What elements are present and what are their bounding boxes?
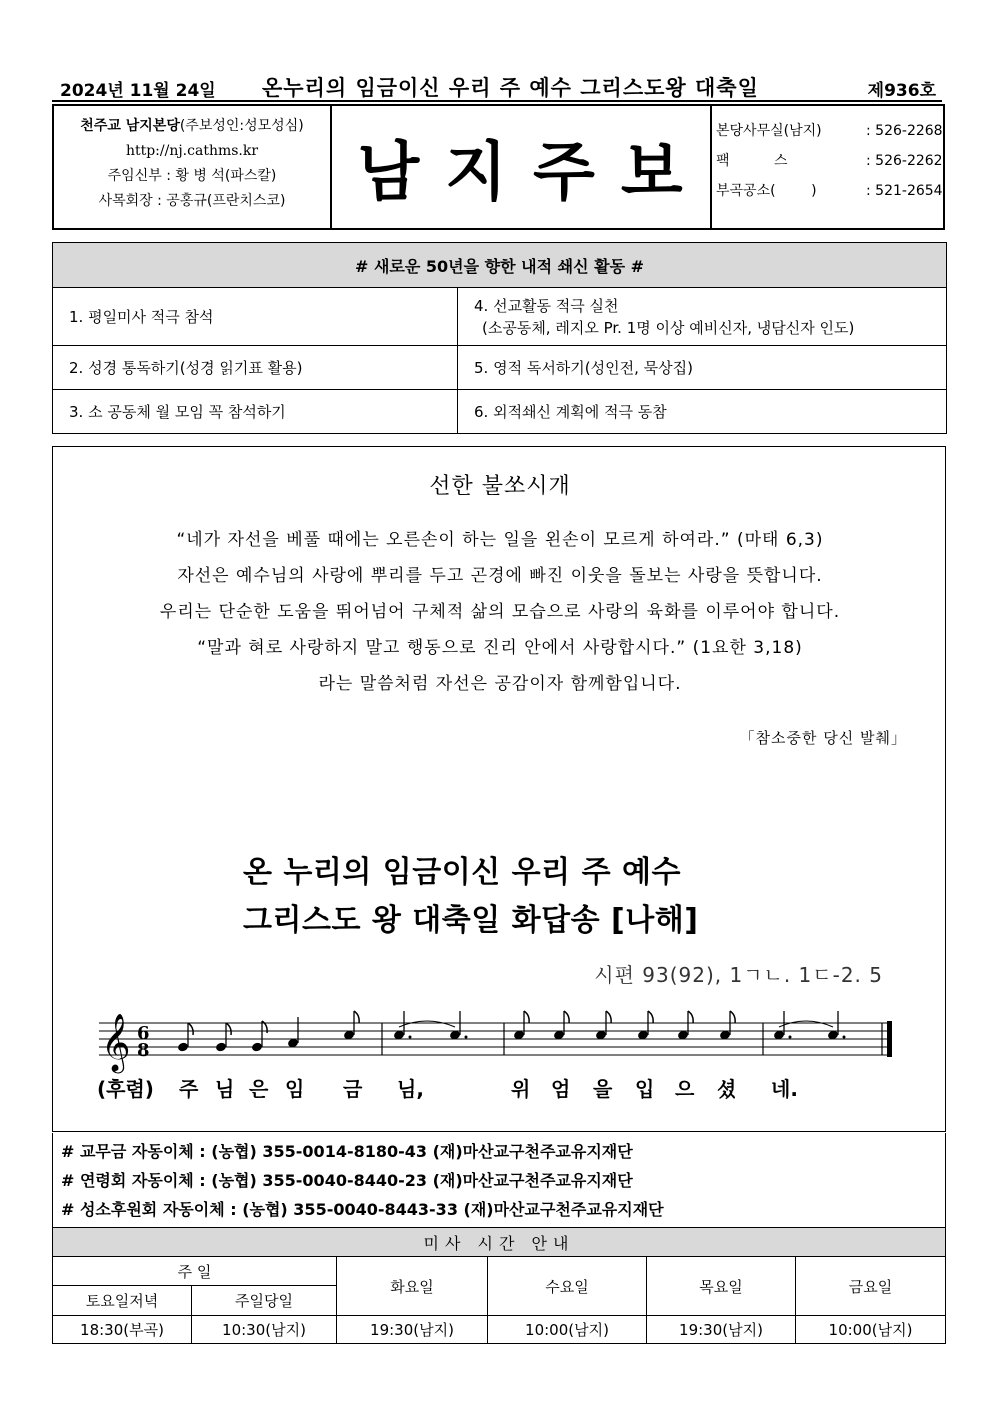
psalm-reference: 시편 93(92), 1ㄱㄴ. 1ㄷ-2. 5 (594, 963, 883, 987)
feast-title: 온누리의 임금이신 우리 주 예수 그리스도왕 대축일 (262, 76, 759, 100)
sunday-day-header: 주일당일 (192, 1286, 337, 1316)
reflection-line: 라는 말씀처럼 자선은 공감이자 함께함입니다. (318, 674, 682, 694)
lyric-syllable: 님, (397, 1077, 424, 1101)
parish-info (54, 106, 332, 228)
issue-number: 제936호 (867, 81, 936, 101)
contact-list (716, 116, 944, 206)
bulletin-name: 남지주보 (357, 136, 709, 210)
mass-time: 19:30(남지) (337, 1316, 488, 1344)
reflection-line: “네가 자선을 베풀 때에는 오른손이 하는 일을 왼손이 모르게 하여라.” (마태 6,3) (176, 530, 824, 550)
pastor-name: 주임신부 : 황 병 석(파스칼) (107, 168, 277, 184)
renewal-item: 4. 선교활동 적극 실천 (소공동체, 레지오 Pr. 1명 이상 예비신자, 냉담신자 인도) (458, 288, 947, 346)
mass-time: 18:30(부곡) (53, 1316, 192, 1344)
lyric-syllable: 입 (635, 1077, 655, 1101)
council-president: 사목회장 : 공홍규(프란치스코) (98, 193, 286, 209)
renewal-item: 3. 소 공동체 월 모임 꼭 참석하기 (53, 390, 458, 434)
day-header: 금요일 (796, 1257, 946, 1316)
note (553, 1011, 569, 1040)
issue-date: 2024년 11월 24일 (60, 81, 216, 101)
header-line (52, 72, 942, 102)
note (177, 1023, 193, 1052)
bulletin-nameplate (334, 106, 712, 228)
note (677, 1011, 693, 1040)
psalm-title-line2: 그리스도 왕 대축일 화답송 [나해] (243, 903, 699, 938)
account-line: # 교무금 자동이체 : (농협) 355-0014-8180-43 (재)마산교구천주교유지재단 (61, 1142, 633, 1161)
note (513, 1011, 529, 1040)
renewal-item: 5. 영적 독서하기(성인전, 묵상집) (458, 346, 947, 390)
mass-time: 10:00(남지) (488, 1316, 647, 1344)
sat-evening-header: 토요일저녁 (53, 1286, 192, 1316)
tie (779, 1021, 833, 1027)
mass-schedule-table (52, 1227, 946, 1344)
renewal-item: 2. 성경 통독하기(성경 읽기표 활용) (53, 346, 458, 390)
day-header: 수요일 (488, 1257, 647, 1316)
note (595, 1011, 611, 1040)
mass-time: 19:30(남지) (647, 1316, 796, 1344)
lyric-syllable: 을 (593, 1077, 613, 1101)
tie (399, 1021, 455, 1027)
note (719, 1011, 735, 1040)
lyric-syllable: 금 (343, 1077, 363, 1101)
psalm-title-line1: 온 누리의 임금이신 우리 주 예수 (243, 855, 681, 890)
main-content-box (52, 446, 946, 1132)
account-line: # 성소후원회 자동이체 : (농협) 355-0040-8443-33 (재)마산교구천주교유지재단 (61, 1200, 664, 1219)
note (251, 1021, 267, 1052)
treble-clef-icon: 𝄞 (101, 1013, 131, 1071)
mass-time: 10:30(남지) (192, 1316, 337, 1344)
lyric-syllable: 임 (285, 1077, 305, 1101)
day-header: 목요일 (647, 1257, 796, 1316)
reflection-line: 우리는 단순한 도움을 뛰어넘어 구체적 삶의 모습으로 사랑의 육화를 이루어야 합니다. (159, 602, 841, 622)
refrain-label: (후렴) (97, 1077, 154, 1101)
contact-row: 부곡공소( ) : 521-2654 (716, 183, 943, 199)
parish-patron: (주보성인:성모성심) (179, 118, 304, 134)
lyric-syllable: 위 (511, 1077, 531, 1101)
reflection-line: “말과 혀로 사랑하지 말고 행동으로 진리 안에서 사랑합시다.” (1요한 3,18) (197, 638, 803, 658)
lyric-syllable: 주 (179, 1077, 199, 1101)
contact-row: 본당사무실(남지) : 526-2268 (716, 123, 943, 139)
reflection-source: 「참소중한 당신 발췌」 (739, 729, 907, 747)
lyric-syllable: 은 (249, 1077, 269, 1101)
contact-row: 팩 스 : 526-2262 (716, 153, 943, 169)
lyric-syllable: 네. (771, 1077, 798, 1101)
renewal-item: 1. 평일미사 적극 참석 (53, 288, 458, 346)
masthead (52, 104, 945, 230)
renewal-item: 6. 외적쇄신 계획에 적극 동참 (458, 390, 947, 434)
renewal-title: # 새로운 50년을 향한 내적 쇄신 활동 # (53, 243, 947, 288)
reflection-line: 자선은 예수님의 사랑에 뿌리를 두고 곤경에 빠진 이웃을 돌보는 사랑을 뜻합니다. (177, 566, 823, 586)
time-signature-bottom: 8 (137, 1040, 150, 1061)
mass-time: 10:00(남지) (796, 1316, 946, 1344)
parish-url[interactable]: http://nj.cathms.kr (125, 143, 259, 159)
sunday-header: 주 일 (53, 1257, 337, 1286)
reflection-title: 선한 불쏘시개 (429, 474, 571, 499)
lyric-syllable: 으 (675, 1077, 695, 1101)
account-info (52, 1133, 946, 1227)
mass-schedule-title: 미사 시간 안내 (53, 1228, 946, 1257)
lyric-syllable: 셨 (717, 1077, 737, 1101)
final-barline-thick (887, 1021, 892, 1057)
note (215, 1023, 231, 1052)
parish-name: 천주교 남지본당 (80, 118, 180, 134)
renewal-table (52, 242, 947, 434)
lyric-syllable: 엄 (551, 1077, 571, 1101)
account-line: # 연령회 자동이체 : (농협) 355-0040-8440-23 (재)마산교구천주교유지재단 (61, 1171, 633, 1190)
note (637, 1011, 653, 1040)
note (287, 1017, 299, 1048)
time-signature-top: 6 (137, 1023, 150, 1044)
day-header: 화요일 (337, 1257, 488, 1316)
lyric-syllable: 님 (215, 1077, 235, 1101)
note (343, 1011, 359, 1040)
